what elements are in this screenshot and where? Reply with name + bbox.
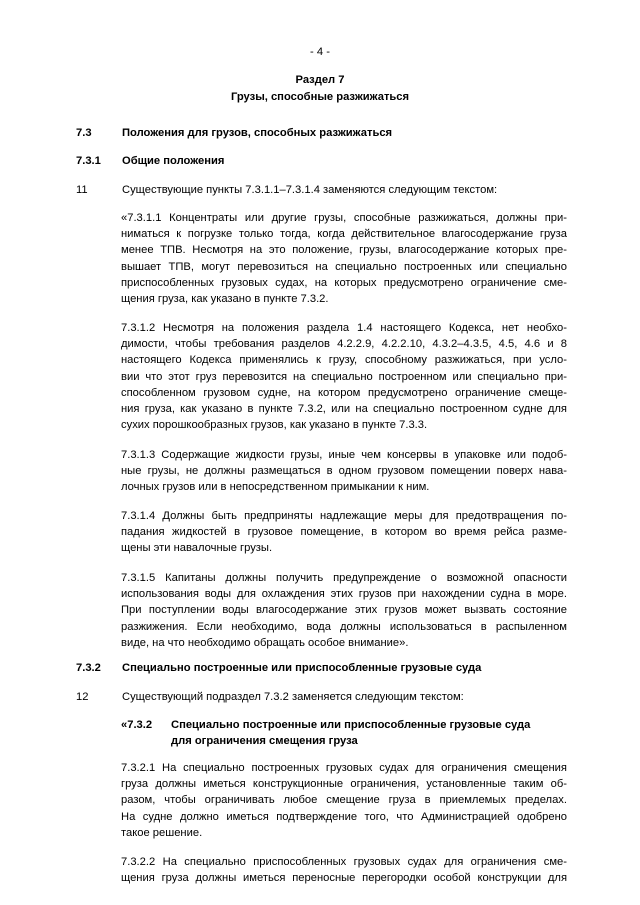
- paragraph-7-3-1-4: [121, 508, 567, 557]
- text-line: лочных грузов или в непосредственном примыкании к ним.: [121, 481, 430, 494]
- paragraph-7-3-1-1: [121, 210, 567, 307]
- text-line: При поступлении воды влагосодержание этих грузов может вызвать состояние: [121, 604, 567, 617]
- text-line: груза должны иметься конструкционные ограничения, установленные таким об-: [121, 778, 567, 791]
- heading-number: 7.3.1: [76, 155, 101, 167]
- section-title: Раздел 7: [295, 74, 345, 86]
- subheading-number: «7.3.2: [121, 719, 153, 731]
- heading-text: Специально построенные или приспособленные грузовые суда: [122, 662, 482, 674]
- text-line: ния груза, как указано в пункте 7.3.2, или на специально построенном судне для: [121, 403, 567, 416]
- text-line: приспособленных грузовых судах, на которых предусмотрено ограничение сме-: [121, 276, 567, 289]
- text-line: «7.3.1.1 Концентраты или другие грузы, способные разжижаться, должны при-: [121, 212, 567, 224]
- text-line: вышает ТПВ, могут перевозиться на специально построенных или специально: [121, 260, 567, 273]
- text-line: 7.3.2.1 На специально построенных грузовых судах для ограничения смещения: [121, 762, 567, 774]
- paragraph-7-3-2-1: [121, 760, 567, 841]
- heading-number: 7.3.2: [76, 662, 101, 674]
- text-line: способленном грузовом судне, на котором предусмотрено ограничение смеще-: [121, 386, 567, 399]
- paragraph-7-3-1-2: [121, 320, 567, 433]
- text-line: 7.3.2.2 На специально приспособленных грузовых судах для ограничения сме-: [121, 856, 567, 868]
- text-line: щения груза должны иметься переносные перегородки особой конструкции для: [121, 872, 567, 885]
- text-line: сухих порошкообразных грузов, как указано в пункте 7.3.3.: [121, 419, 428, 432]
- text-line: вии что этот груз перевозится на специально построенном или специально при-: [121, 370, 567, 383]
- item-text: Существующий подраздел 7.3.2 заменяется следующим текстом:: [122, 691, 464, 703]
- item-number: 12: [76, 691, 89, 703]
- item-number: 11: [76, 184, 88, 196]
- text-line: использования воды для охлаждения этих грузов при нахождении судна в море.: [121, 588, 567, 601]
- subheading-text: [171, 717, 567, 749]
- paragraph-7-3-1-3: [121, 447, 567, 496]
- paragraph-7-3-1-5: [121, 570, 567, 651]
- text-line: 7.3.1.2 Несмотря на положения раздела 1.4 настоящего Кодекса, нет необхо-: [121, 322, 567, 334]
- text-line: димости, чтобы требования разделов 4.2.2.9, 4.2.2.10, 4.3.2–4.3.5, 4.5, 4.6 и 8: [121, 338, 567, 351]
- text-line: щены эти навалочные грузы.: [121, 542, 273, 555]
- text-line: 7.3.1.3 Содержащие жидкости грузы, иные чем консервы в упаковке или подоб-: [121, 449, 567, 461]
- text-line: разом, чтобы ограничивать любое смещение груза в приемлемых пределах.: [121, 794, 567, 807]
- text-line: разжижения. Если необходимо, вода должны использоваться в распыленном: [121, 620, 567, 633]
- subheading-line: Специально построенные или приспособленные грузовые суда: [171, 719, 531, 731]
- heading-number: 7.3: [76, 127, 92, 139]
- text-line: 7.3.1.5 Капитаны должны получить предупреждение о возможной опасности: [121, 572, 567, 584]
- text-line: менее ТПВ. Несмотря на это положение, грузы, влагосодержание которых пре-: [121, 244, 567, 257]
- text-line: ные грузы, не должны размещаться в одном грузовом помещении поверх нава-: [121, 465, 567, 478]
- text-line: такое решение.: [121, 826, 203, 839]
- text-line: настоящего Кодекса применялись к грузу, способному разжижаться, при усло-: [121, 354, 567, 367]
- text-line: щения груза, как указано в пункте 7.3.2.: [121, 293, 329, 306]
- paragraph-7-3-2-2: [121, 854, 567, 886]
- heading-text: Общие положения: [122, 155, 225, 167]
- text-line: ниматься к погрузке только тогда, когда действительное влагосодержание груза: [121, 228, 567, 241]
- item-text: Существующие пункты 7.3.1.1–7.3.1.4 заменяются следующим текстом:: [122, 184, 498, 196]
- text-line: падания жидкостей в грузовое помещение, в котором во время рейса разме-: [121, 526, 567, 539]
- text-line: 7.3.1.4 Должны быть предприняты надлежащие меры для предотвращения по-: [121, 510, 567, 522]
- text-line: виде, на что необходимо обращать особое внимание».: [121, 636, 409, 649]
- section-subtitle: Грузы, способные разжижаться: [230, 91, 410, 103]
- subheading-line: для ограничения смещения груза: [171, 735, 358, 748]
- section-heading: [0, 72, 640, 106]
- heading-text: Положения для грузов, способных разжижаться: [122, 127, 393, 139]
- page-number: - 4 -: [310, 46, 330, 58]
- text-line: На судне должно иметься подтверждение того, что Администрацией одобрено: [121, 810, 567, 823]
